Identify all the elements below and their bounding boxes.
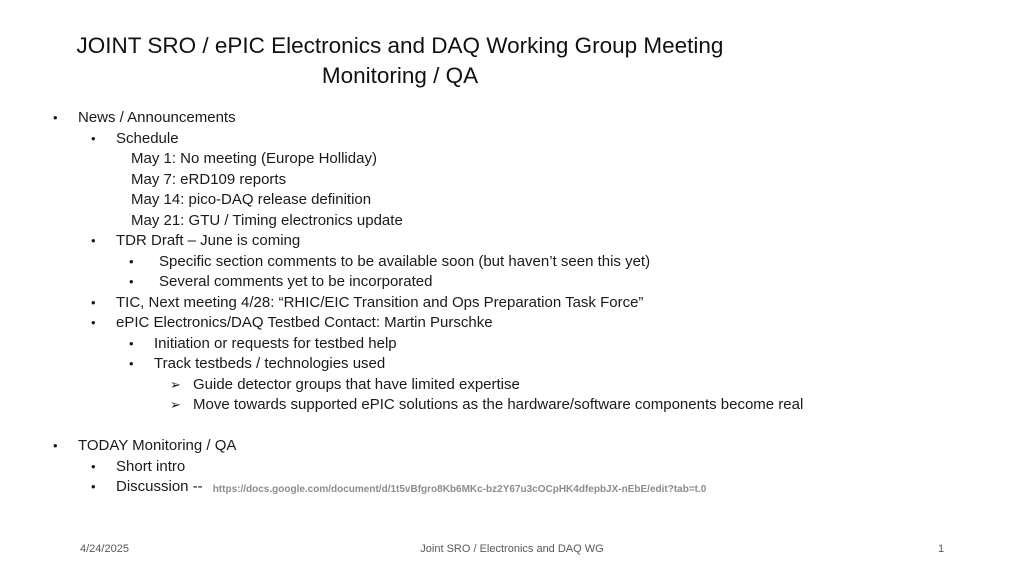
schedule-may-1 xyxy=(0,149,1024,170)
bullet-testbed xyxy=(0,313,1024,334)
bullet-text: Specific section comments to be available soon (but haven’t seen this yet) xyxy=(159,252,651,270)
bullet-marker: • xyxy=(129,335,134,351)
bullet-marker: • xyxy=(91,130,96,146)
bullet-marker: • xyxy=(53,110,58,125)
bullet-text: TDR Draft – June is coming xyxy=(116,232,301,249)
bullet-marker: • xyxy=(129,356,134,371)
bullet-tdr-incorporate xyxy=(0,272,1024,293)
bullet-marker: • xyxy=(91,233,96,248)
bullet-text xyxy=(116,477,706,500)
bullet-marker: • xyxy=(129,253,134,269)
arrow-bullet-icon: ➢ xyxy=(170,397,181,412)
bullet-marker: • xyxy=(91,294,96,310)
bullet-text: News / Announcements xyxy=(78,109,236,126)
bullet-marker: • xyxy=(91,315,96,330)
spacer xyxy=(0,416,1024,437)
bullet-text: TIC, Next meeting 4/28: “RHIC/EIC Transition and Ops Preparation Task Force” xyxy=(116,293,644,311)
footer-title: Joint SRO / Electronics and DAQ WG xyxy=(420,543,604,555)
bullet-news xyxy=(0,108,1024,129)
bullet-marker: • xyxy=(91,479,96,494)
schedule-text: May 7: eRD109 reports xyxy=(131,170,287,188)
schedule-text: May 14: pico-DAQ release definition xyxy=(131,191,372,208)
bullet-guide-groups xyxy=(0,375,1024,396)
bullet-marker: • xyxy=(91,458,96,474)
slide-number: 1 xyxy=(938,543,945,555)
bullet-text: Move towards supported ePIC solutions as the hardware/software components become real xyxy=(193,396,804,413)
bullet-text: Schedule xyxy=(116,129,179,147)
bullet-move-towards xyxy=(0,395,1024,416)
bullet-text: Short intro xyxy=(116,457,186,475)
bullet-text: ePIC Electronics/DAQ Testbed Contact: Martin Purschke xyxy=(116,314,493,331)
bullet-tdr-comments xyxy=(0,252,1024,273)
schedule-may-7 xyxy=(0,170,1024,191)
title-line-2: Monitoring / QA xyxy=(321,63,479,88)
arrow-bullet-icon: ➢ xyxy=(170,376,181,392)
bullet-marker: • xyxy=(53,438,58,453)
schedule-text: May 1: No meeting (Europe Holliday) xyxy=(131,150,377,167)
bullet-marker: • xyxy=(129,274,134,289)
bullet-intro xyxy=(0,457,1024,478)
schedule-text: May 21: GTU / Timing electronics update xyxy=(131,211,403,229)
bullet-text: Several comments yet to be incorporated xyxy=(159,273,433,290)
footer-date: 4/24/2025 xyxy=(80,543,129,555)
bullet-today xyxy=(0,436,1024,457)
bullet-testbed-initiation xyxy=(0,334,1024,355)
schedule-may-14 xyxy=(0,190,1024,211)
title-line-1: JOINT SRO / ePIC Electronics and DAQ Working Group Meeting xyxy=(76,33,724,58)
schedule-may-21 xyxy=(0,211,1024,232)
bullet-tdr xyxy=(0,231,1024,252)
bullet-text: TODAY Monitoring / QA xyxy=(78,437,237,454)
bullet-list xyxy=(0,108,1024,498)
bullet-text: Track testbeds / technologies used xyxy=(154,355,386,372)
discussion-doc-link[interactable]: https://docs.google.com/document/d/1t5vBfgro8Kb6MKc-bz2Y67u3cOCpHK4dfepbJX-nEbE/edit?tab=t.0 xyxy=(212,484,707,495)
bullet-testbed-track xyxy=(0,354,1024,375)
bullet-text: Initiation or requests for testbed help xyxy=(154,334,397,352)
bullet-text: Guide detector groups that have limited expertise xyxy=(193,375,520,393)
bullet-discussion xyxy=(0,477,1024,498)
bullet-schedule xyxy=(0,129,1024,150)
bullet-tic xyxy=(0,293,1024,314)
discussion-label: Discussion -- xyxy=(116,478,203,495)
slide-title xyxy=(30,31,770,91)
